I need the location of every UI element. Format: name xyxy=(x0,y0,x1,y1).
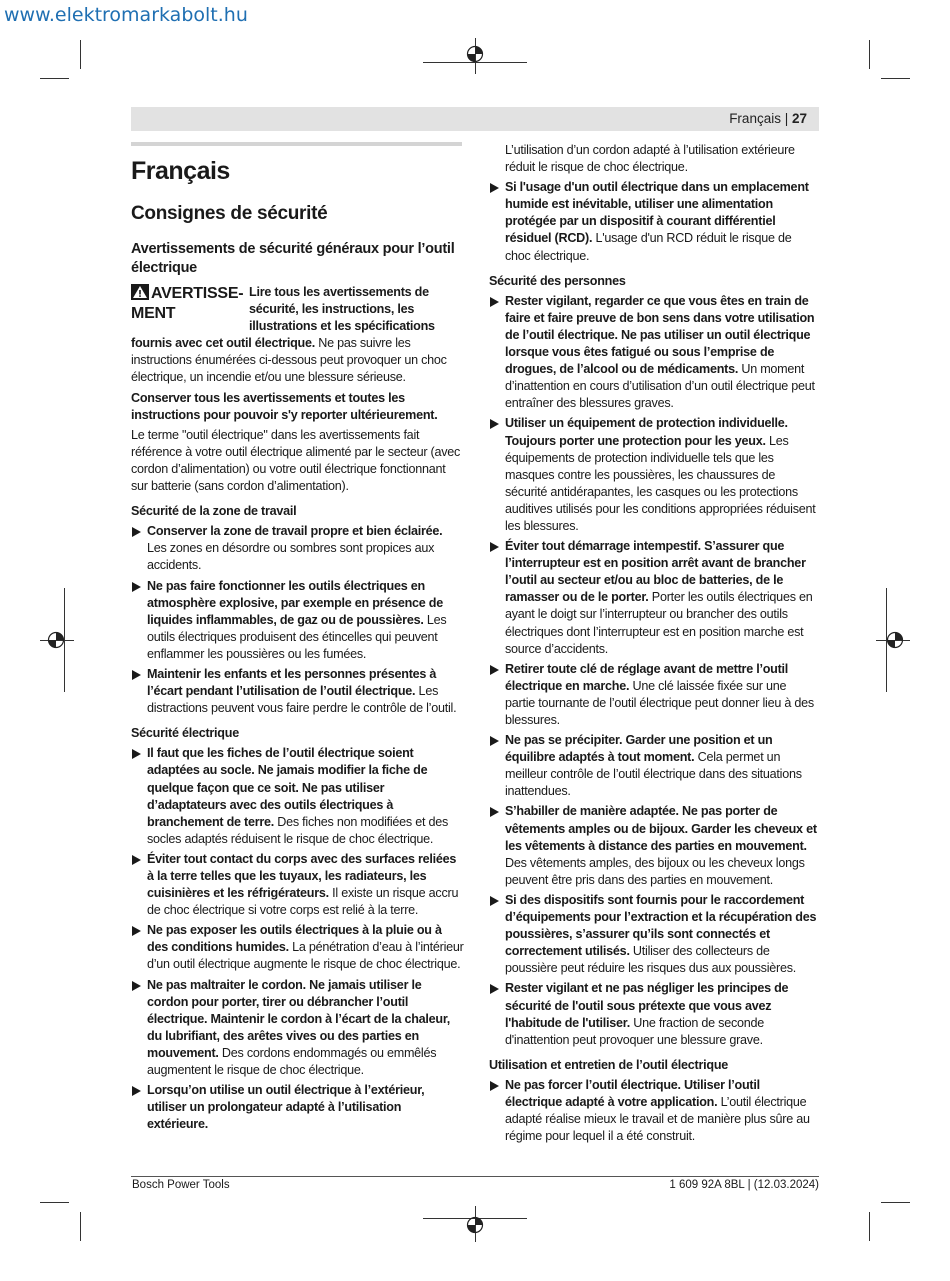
item-text: Des cordons endommagés ou emmêlés augmentent le risque de choc électrique. xyxy=(147,1045,437,1078)
bullet-arrow-icon xyxy=(132,981,141,991)
item-bold: Lorsqu’on utilise un outil électrique à l’extérieur, utiliser un prolongateur adapté à l’utilisation extérieure. xyxy=(147,1083,425,1132)
page-title: Français xyxy=(131,157,230,185)
work-area-list xyxy=(131,523,464,717)
subsection-title: Avertissements de sécurité généraux pour l’outil électrique xyxy=(131,241,455,276)
item-bold: Il faut que les fiches de l’outil électrique soient adaptées au socle. Ne jamais modifier la fiche de quelque façon que ce soit. Ne pas utiliser d’adaptateurs avec des outils électriques à branchement de terre. xyxy=(147,746,428,829)
footer-divider xyxy=(131,1176,819,1177)
page-header-bar xyxy=(131,107,819,131)
list-item xyxy=(131,922,464,973)
warning-block xyxy=(131,284,464,387)
footer-brand: Bosch Power Tools xyxy=(132,1179,230,1191)
site-url-link[interactable]: www.elektromarkabolt.hu xyxy=(4,4,248,26)
item-bold: Ne pas se précipiter. Garder une position et un équilibre adaptés à tout moment. xyxy=(505,733,773,765)
registration-target-icon xyxy=(466,1216,484,1234)
crop-mark xyxy=(881,78,910,79)
item-bold: Ne pas exposer les outils électriques à la pluie ou à des conditions humides. xyxy=(147,923,442,955)
bullet-arrow-icon xyxy=(132,749,141,759)
bullet-arrow-icon xyxy=(490,896,499,906)
header-language: Français xyxy=(729,111,781,126)
crop-mark xyxy=(869,40,870,69)
item-bold: Ne pas faire fonctionner les outils électriques en atmosphère explosive, par exemple en présence de liquides inflammables, de gaz ou de poussières. xyxy=(147,578,443,627)
bullet-arrow-icon xyxy=(490,419,499,429)
item-bold: Rester vigilant et ne pas négliger les principes de sécurité de l'outil sous prétexte que vous avez l'habitude de l'utiliser. xyxy=(505,981,789,1030)
right-column xyxy=(489,142,819,1148)
bullet-arrow-icon xyxy=(490,984,499,994)
item-text: Une clé laissée fixée sur une partie tournante de l’outil électrique peut donner lieu à des blessures. xyxy=(505,678,814,727)
list-item xyxy=(131,523,464,574)
item-text: Un moment d’inattention en cours d’utilisation d’un outil électrique peut entraîner des blessures graves. xyxy=(505,362,815,411)
personal-safety-heading: Sécurité des personnes xyxy=(489,273,626,288)
bullet-arrow-icon xyxy=(490,736,499,746)
item-bold: Retirer toute clé de réglage avant de mettre l’outil électrique en marche. xyxy=(505,661,789,693)
list-item xyxy=(131,578,464,663)
warning-label xyxy=(131,284,249,324)
list-item xyxy=(131,666,464,717)
bullet-arrow-icon xyxy=(490,542,499,552)
electrical-heading: Sécurité électrique xyxy=(131,726,239,741)
list-item xyxy=(131,1082,464,1133)
section-title: Consignes de sécurité xyxy=(131,203,328,224)
electrical-list-cont xyxy=(489,179,819,264)
list-item xyxy=(489,415,819,535)
item-text: Les zones en désordre ou sombres sont propices aux accidents. xyxy=(147,541,435,573)
registration-target-icon xyxy=(886,631,904,649)
registration-target-icon xyxy=(47,631,65,649)
list-item xyxy=(489,661,819,729)
personal-safety-list xyxy=(489,293,819,1049)
item-bold: Si des dispositifs sont fournis pour le raccordement d’équipements pour l’extraction et la récupération des poussières, s’assurer qu’ils sont connectés et correctement utilisés. xyxy=(505,892,817,959)
warning-intro-bold: Lire tous les avertissements de sécurité, les instructions, les illustrations et les spécifications fournis avec cet outil électrique. xyxy=(131,285,435,351)
usage-list xyxy=(489,1077,819,1145)
crop-mark xyxy=(881,1202,910,1203)
page-number: 27 xyxy=(791,111,807,126)
crop-mark xyxy=(80,1212,81,1241)
list-item xyxy=(131,745,464,848)
page-header xyxy=(729,111,807,126)
item-text: L’outil électrique adapté réalise mieux le travail et de manière plus sûre au régime pour lequel il a été construit. xyxy=(505,1094,810,1144)
item-bold: Ne pas maltraiter le cordon. Ne jamais utiliser le cordon pour porter, tirer ou débrancher l’outil électrique. Maintenir le cordon à l’écart de la chaleur, du lubrifiant, des arêtes vives ou des parties en mouvement. xyxy=(147,977,451,1060)
item-text: Les outils électriques produisent des étincelles qui peuvent enflammer les poussières ou les fumées. xyxy=(147,612,447,661)
bullet-arrow-icon xyxy=(132,582,141,592)
item-bold: Si l'usage d'un outil électrique dans un emplacement humide est inévitable, utiliser une alimentation protégée par un dispositif à courant différentiel résiduel (RCD). xyxy=(505,180,809,246)
bullet-arrow-icon xyxy=(490,1081,499,1091)
left-column xyxy=(131,142,464,1136)
item-text: La pénétration d’eau à l’intérieur d’un outil électrique augmente le risque de choc électrique. xyxy=(147,940,464,972)
item-text: Les équipements de protection individuelle tels que les masques contre les poussières, les chaussures de sécurité antidérapantes, les casques ou les protections auditives utilisés pour les conditions appropriées réduisent les blessures. xyxy=(505,433,816,533)
bullet-arrow-icon xyxy=(132,527,141,537)
item-text: Il existe un risque accru de choc électrique si votre corps est relié à la terre. xyxy=(147,886,459,918)
work-area-heading: Sécurité de la zone de travail xyxy=(131,504,297,519)
electrical-list xyxy=(131,745,464,1133)
item-bold: Maintenir les enfants et les personnes présentes à l’écart pendant l’utilisation de l’outil électrique. xyxy=(147,666,437,699)
bullet-arrow-icon xyxy=(490,807,499,817)
list-item xyxy=(489,803,819,888)
definition-text: Le terme "outil électrique" dans les avertissements fait référence à votre outil électrique alimenté par le secteur (avec cordon d’alimentation) ou votre outil électrique fonctionnant sur batterie (sans cordon d’alimentation). xyxy=(131,427,461,494)
item-text: Cela permet un meilleur contrôle de l’outil électrique dans des situations inattendues. xyxy=(505,750,802,799)
bullet-arrow-icon xyxy=(132,855,141,865)
list-item xyxy=(131,851,464,919)
bullet-arrow-icon xyxy=(132,926,141,936)
bullet-arrow-icon xyxy=(132,670,141,680)
list-item xyxy=(489,1077,819,1145)
item-bold: Éviter tout contact du corps avec des surfaces reliées à la terre telles que les tuyaux, les radiateurs, les cuisinières et les réfrigérateurs. xyxy=(147,851,457,901)
item-bold: Ne pas forcer l’outil électrique. Utiliser l’outil électrique adapté à votre application. xyxy=(505,1077,760,1109)
item-text: Des fiches non modifiées et des socles adaptés réduisent le risque de choc électrique. xyxy=(147,814,449,846)
item-text: Porter les outils électriques en ayant le doigt sur l’interrupteur ou brancher des outils électriques dont l’interrupteur est en position marche est source d’accidents. xyxy=(505,590,813,656)
warning-triangle-icon xyxy=(131,284,149,300)
bullet-arrow-icon xyxy=(490,183,499,193)
warning-intro-rest: Ne pas suivre les instructions énumérées ci-dessous peut provoquer un choc électrique, un incendie et/ou une blessure sérieuse. xyxy=(131,336,447,385)
item-text: Les distractions peuvent vous faire perdre le contrôle de l’outil. xyxy=(147,684,457,716)
item-text: Une fraction de seconde d'inattention peut provoquer une blessure grave. xyxy=(505,1015,765,1047)
footer-doc-number: 1 609 92A 8BL | (12.03.2024) xyxy=(669,1179,819,1191)
item-text: Des vêtements amples, des bijoux ou les cheveux longs peuvent être pris dans des parties en mouvement. xyxy=(505,855,805,887)
electrical-continuation: L’utilisation d’un cordon adapté à l’utilisation extérieure réduit le risque de choc électrique. xyxy=(505,143,795,175)
crop-mark xyxy=(80,40,81,69)
bullet-arrow-icon xyxy=(132,1086,141,1096)
list-item xyxy=(489,538,819,658)
item-text: Utiliser des collecteurs de poussière peut réduire les risques dus aux poussières. xyxy=(505,944,797,976)
list-item xyxy=(489,293,819,413)
item-bold: Rester vigilant, regarder ce que vous êtes en train de faire et faire preuve de bon sens dans votre utilisation de l’outil électrique. Ne pas utiliser un outil électrique lorsque vous êtes fatigué ou sous l’emprise de drogues, de l’alcool ou de médicaments. xyxy=(505,293,815,377)
list-item xyxy=(489,980,819,1048)
registration-target-icon xyxy=(466,45,484,63)
crop-mark xyxy=(40,1202,69,1203)
item-bold: Conserver la zone de travail propre et bien éclairée. xyxy=(147,524,443,539)
item-bold: S’habiller de manière adaptée. Ne pas porter de vêtements amples ou de bijoux. Garder les cheveux et les vêtements à distance des parties en mouvement. xyxy=(505,804,817,853)
list-item xyxy=(489,732,819,800)
item-bold: Éviter tout démarrage intempestif. S’assurer que l’interrupteur est en position arrêt avant de brancher l’outil au secteur et/ou au bloc de batteries, de le ramasser ou de le porter. xyxy=(505,539,806,605)
bullet-arrow-icon xyxy=(490,297,499,307)
warning-label-text: AVERTISSEMENT xyxy=(131,285,244,322)
keep-instructions: Conserver tous les avertissements et toutes les instructions pour pouvoir s'y reporter ultérieurement. xyxy=(131,390,438,422)
crop-mark xyxy=(40,78,69,79)
item-bold: Utiliser un équipement de protection individuelle. Toujours porter une protection pour les yeux. xyxy=(505,416,788,448)
list-item xyxy=(489,179,819,264)
bullet-arrow-icon xyxy=(490,665,499,675)
item-text: L'usage d'un RCD réduit le risque de choc électrique. xyxy=(505,231,792,263)
usage-heading: Utilisation et entretien de l’outil électrique xyxy=(489,1057,729,1072)
header-separator: | xyxy=(780,111,792,126)
crop-mark xyxy=(869,1212,870,1241)
list-item xyxy=(489,892,819,977)
list-item xyxy=(131,977,464,1080)
